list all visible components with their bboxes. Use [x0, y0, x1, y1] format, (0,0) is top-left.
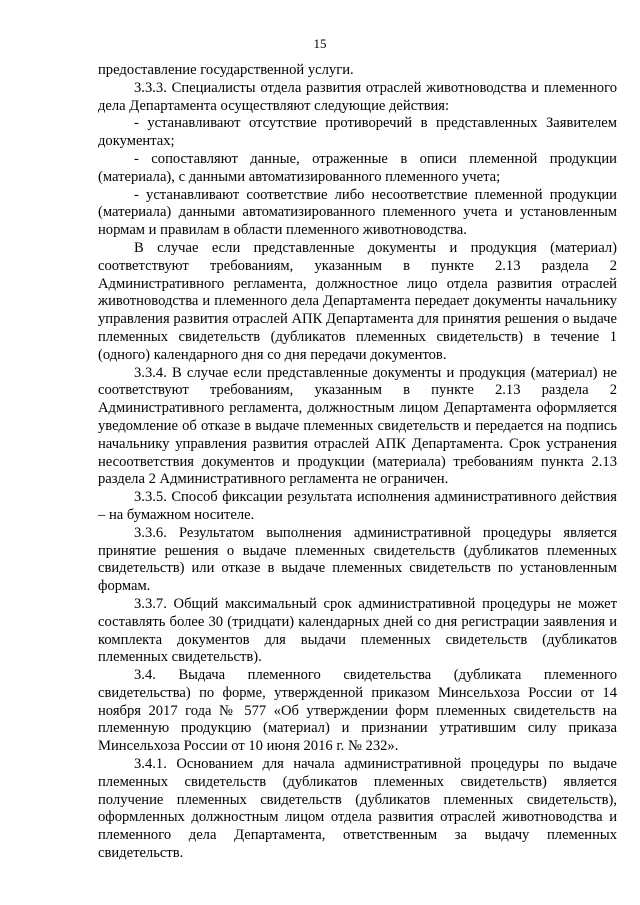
paragraph-3-4: 3.4. Выдача племенного свидетельства (дубликата племенного свидетельства) по форме, утвержденной приказом Минсельхоза России от 14 ноября 2017 года № 577 «Об утверждении форм племенных свидетельств на племенную продукцию (материал) и признании утратившим силу приказа Минсельхоза России от 10 июня 2016 г. № 232».: [98, 667, 617, 755]
document-body: [98, 62, 617, 863]
page-number: 15: [313, 36, 327, 51]
list-item-establish-compliance: - устанавливают соответствие либо несоответствие племенной продукции (материала) данными автоматизированного племенного учета и установленным нормам и правилам в области племенного животноводства.: [98, 186, 617, 239]
paragraph-3-3-4: 3.3.4. В случае если представленные документы и продукция (материал) не соответствуют требованиям, указанным в пункте 2.13 раздела 2 Административного регламента, должностным лицом Департамента оформляется уведомление об отказе в выдаче племенных свидетельств и передается на подпись начальнику управления развития отраслей АПК Департамента. Срок устранения несоответствия документов и продукции (материала) требованиям пункта 2.13 раздела 2 Административного регламента не ограничен.: [98, 364, 617, 488]
paragraph-3-3-6: 3.3.6. Результатом выполнения административной процедуры является принятие решения о выдаче племенных свидетельств (дубликатов племенных свидетельств) или отказе в выдаче племенных свидетельств по установленным формам.: [98, 524, 617, 595]
paragraph-continuation: предоставление государственной услуги.: [98, 62, 354, 78]
paragraph-compliance-case: В случае если представленные документы и продукция (материал) соответствуют требованиям, указанным в пункте 2.13 раздела 2 Административного регламента, должностное лицо отдела развития отраслей животноводства и племенного дела Департамента передает документы начальнику управления развития отраслей АПК Департамента для принятия решения о выдаче племенных свидетельств (дубликатов племенных свидетельств) в течение 1 (одного) календарного дня со дня передачи документов.: [98, 239, 617, 363]
paragraph-3-4-1: 3.4.1. Основанием для начала административной процедуры по выдаче племенных свидетельств (дубликатов племенных свидетельств) является получение племенных свидетельств (дубликатов племенных свидетельств), оформленных должностным лицом отдела развития отраслей животноводства и племенного дела Департамента, ответственным за выдачу племенных свидетельств.: [98, 756, 617, 862]
list-item-compare-data: - сопоставляют данные, отраженные в описи племенной продукции (материала), с данными автоматизированного племенного учета;: [98, 150, 617, 185]
list-item-check-contradictions: - устанавливают отсутствие противоречий в представленных Заявителем документах;: [98, 115, 617, 150]
paragraph-3-3-7: 3.3.7. Общий максимальный срок административной процедуры не может составлять более 30 (тридцати) календарных дней со дня регистрации заявления и комплекта документов для выдачи племенных свидетельств (дубликатов племенных свидетельств).: [98, 595, 617, 666]
paragraph-3-3-3: 3.3.3. Специалисты отдела развития отраслей животноводства и племенного дела Департамента осуществляют следующие действия:: [98, 79, 617, 114]
paragraph-3-3-5: 3.3.5. Способ фиксации результата исполнения административного действия – на бумажном носителе.: [98, 489, 617, 523]
